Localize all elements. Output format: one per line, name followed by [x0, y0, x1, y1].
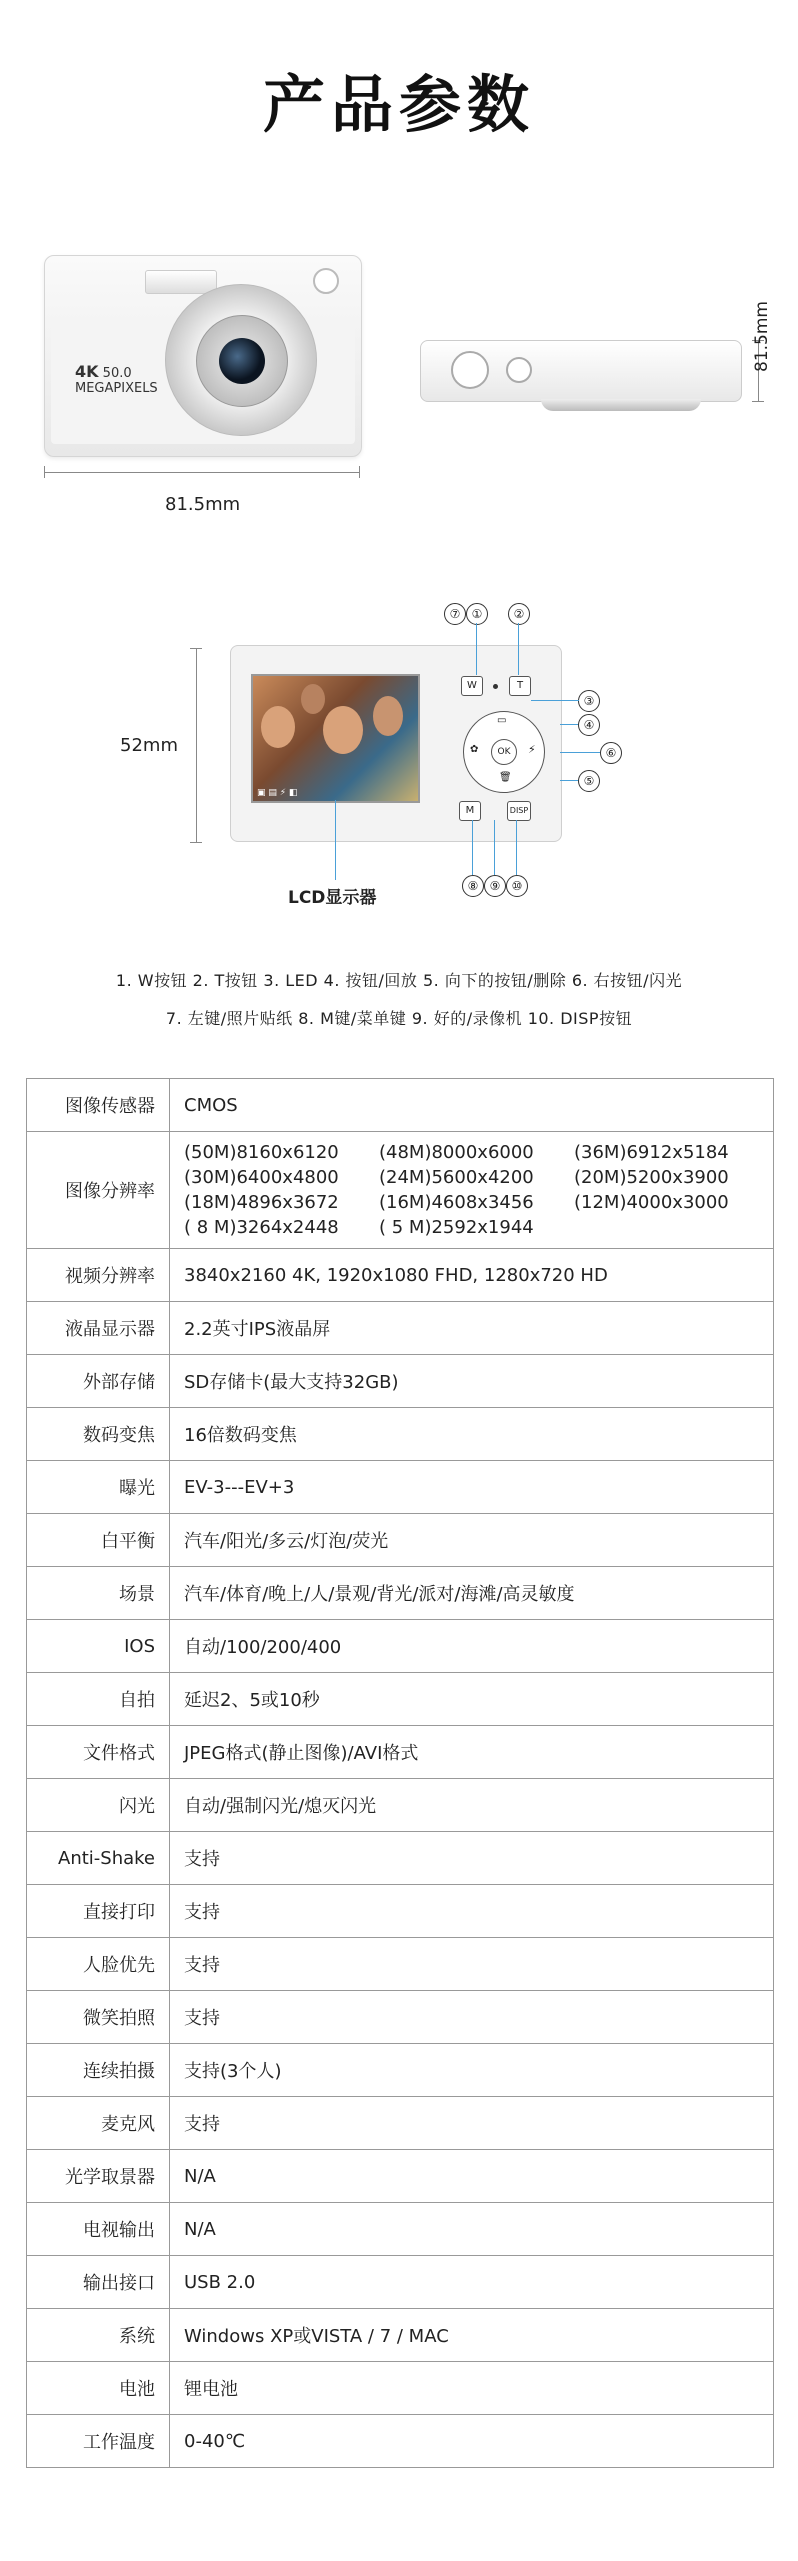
height-dimension-line — [196, 648, 197, 843]
spec-value: 锂电池 — [170, 2362, 774, 2415]
m-button[interactable]: M — [459, 801, 481, 821]
camera-brand-label: 4K 50.0 MEGAPIXELS — [75, 362, 158, 396]
resolution-item: (30M)6400x4800 — [184, 1167, 339, 1188]
callout-1: ① — [466, 603, 488, 625]
spec-value: 16倍数码变焦 — [170, 1408, 774, 1461]
camera-back-image — [230, 645, 562, 842]
spec-key: 系统 — [27, 2309, 170, 2362]
flash-window — [145, 270, 217, 294]
resolution-item: (36M)6912x5184 — [574, 1142, 729, 1163]
spec-key: 光学取景器 — [27, 2150, 170, 2203]
spec-value: 汽车/阳光/多云/灯泡/荧光 — [170, 1514, 774, 1567]
power-button-icon — [506, 357, 532, 383]
delete-icon: 🗑 — [499, 772, 512, 783]
callout-10: ⑩ — [506, 875, 528, 897]
spec-value: 支持 — [170, 1938, 774, 1991]
spec-key: 连续拍摄 — [27, 2044, 170, 2097]
depth-dimension-label: 81.5mm — [752, 301, 772, 372]
spec-row — [27, 1832, 774, 1885]
spec-value — [170, 1132, 774, 1249]
resolution-item: (20M)5200x3900 — [574, 1167, 729, 1188]
spec-key: 人脸优先 — [27, 1938, 170, 1991]
spec-key: 场景 — [27, 1567, 170, 1620]
direction-pad[interactable] — [463, 711, 545, 793]
lens — [165, 284, 317, 436]
spec-key: 外部存储 — [27, 1355, 170, 1408]
spec-value: N/A — [170, 2150, 774, 2203]
spec-key: Anti-Shake — [27, 1832, 170, 1885]
resolution-item: ( 5 M)2592x1944 — [379, 1217, 534, 1238]
spec-key: 白平衡 — [27, 1514, 170, 1567]
spec-key: 闪光 — [27, 1779, 170, 1832]
spec-value: 2.2英寸IPS液晶屏 — [170, 1302, 774, 1355]
spec-key: 直接打印 — [27, 1885, 170, 1938]
resolution-item: (50M)8160x6120 — [184, 1142, 339, 1163]
spec-row — [27, 1461, 774, 1514]
led-icon — [493, 684, 498, 689]
spec-row — [27, 1991, 774, 2044]
spec-value: 支持 — [170, 2097, 774, 2150]
resolution-item: (18M)4896x3672 — [184, 1192, 339, 1213]
height-dimension-label: 52mm — [120, 735, 178, 756]
resolution-item: (48M)8000x6000 — [379, 1142, 534, 1163]
spec-value: 0-40℃ — [170, 2415, 774, 2468]
resolution-item: (12M)4000x3000 — [574, 1192, 729, 1213]
spec-row — [27, 1885, 774, 1938]
spec-value: Windows XP或VISTA / 7 / MAC — [170, 2309, 774, 2362]
spec-row — [27, 1302, 774, 1355]
spec-row — [27, 1673, 774, 1726]
spec-row — [27, 2203, 774, 2256]
spec-key: 电池 — [27, 2362, 170, 2415]
callout-8: ⑧ — [462, 875, 484, 897]
spec-value: 支持 — [170, 1885, 774, 1938]
spec-row — [27, 2097, 774, 2150]
spec-key: 电视输出 — [27, 2203, 170, 2256]
spec-row — [27, 2415, 774, 2468]
spec-row — [27, 1567, 774, 1620]
shutter-button-icon — [451, 351, 489, 389]
spec-value: JPEG格式(静止图像)/AVI格式 — [170, 1726, 774, 1779]
flash-icon: ⚡ — [528, 743, 536, 756]
spec-row — [27, 1620, 774, 1673]
page-title: 产品参数 — [262, 68, 535, 141]
lcd-screen: ▣ ▤ ⚡ ◧ — [251, 674, 420, 803]
spec-key: 视频分辨率 — [27, 1249, 170, 1302]
spec-row — [27, 1514, 774, 1567]
led-indicator — [313, 268, 339, 294]
resolution-item: (24M)5600x4200 — [379, 1167, 534, 1188]
spec-key: 图像传感器 — [27, 1079, 170, 1132]
sticker-icon: ✿ — [470, 744, 479, 755]
spec-value: 支持 — [170, 1991, 774, 2044]
callout-7: ⑦ — [444, 603, 466, 625]
width-dimension-line — [44, 472, 360, 473]
spec-row — [27, 1938, 774, 1991]
camera-front-image — [44, 255, 362, 457]
spec-key: 工作温度 — [27, 2415, 170, 2468]
spec-value: 自动/强制闪光/熄灭闪光 — [170, 1779, 774, 1832]
callout-6: ⑥ — [600, 742, 622, 764]
spec-row — [27, 1355, 774, 1408]
callout-3: ③ — [578, 690, 600, 712]
spec-key: 曝光 — [27, 1461, 170, 1514]
spec-value: 3840x2160 4K, 1920x1080 FHD, 1280x720 HD — [170, 1249, 774, 1302]
ok-button[interactable]: OK — [491, 739, 517, 765]
spec-key: 图像分辨率 — [27, 1132, 170, 1249]
spec-key: 麦克风 — [27, 2097, 170, 2150]
button-notes-line2: 7. 左键/照片贴纸 8. M键/菜单键 9. 好的/录像机 10. DISP按钮 — [165, 1009, 633, 1028]
spec-key: 文件格式 — [27, 1726, 170, 1779]
spec-value: 延迟2、5或10秒 — [170, 1673, 774, 1726]
w-button[interactable]: W — [461, 676, 483, 696]
spec-row — [27, 2256, 774, 2309]
resolution-item: (16M)4608x3456 — [379, 1192, 534, 1213]
spec-key: 自拍 — [27, 1673, 170, 1726]
spec-row — [27, 1779, 774, 1832]
spec-value: 自动/100/200/400 — [170, 1620, 774, 1673]
resolution-item: ( 8 M)3264x2448 — [184, 1217, 339, 1238]
spec-key: 数码变焦 — [27, 1408, 170, 1461]
spec-value: 汽车/体育/晚上/人/景观/背光/派对/海滩/高灵敏度 — [170, 1567, 774, 1620]
spec-value: 支持 — [170, 1832, 774, 1885]
callout-9: ⑨ — [484, 875, 506, 897]
camera-top-image — [420, 340, 742, 402]
spec-row — [27, 2150, 774, 2203]
lcd-label: LCD显示器 — [288, 888, 377, 908]
spec-value: SD存储卡(最大支持32GB) — [170, 1355, 774, 1408]
spec-key: 液晶显示器 — [27, 1302, 170, 1355]
spec-row — [27, 1249, 774, 1302]
spec-row — [27, 1726, 774, 1779]
callout-5: ⑤ — [578, 770, 600, 792]
button-notes-line1: 1. W按钮 2. T按钮 3. LED 4. 按钮/回放 5. 向下的按钮/删除 6. 右按钮/闪光 — [115, 971, 683, 990]
playback-icon: ▭ — [497, 715, 507, 726]
t-button[interactable]: T — [509, 676, 531, 696]
spec-key: 微笑拍照 — [27, 1991, 170, 2044]
spec-key: IOS — [27, 1620, 170, 1673]
spec-row — [27, 2362, 774, 2415]
disp-button[interactable]: DISP — [507, 801, 531, 821]
callout-4: ④ — [578, 714, 600, 736]
spec-row — [27, 1079, 774, 1132]
spec-row — [27, 1408, 774, 1461]
spec-table — [26, 1078, 774, 2468]
spec-value: EV-3---EV+3 — [170, 1461, 774, 1514]
spec-row — [27, 2309, 774, 2362]
spec-row — [27, 2044, 774, 2097]
spec-value: N/A — [170, 2203, 774, 2256]
spec-value: 支持(3个人) — [170, 2044, 774, 2097]
width-dimension-label: 81.5mm — [165, 494, 241, 515]
spec-key: 输出接口 — [27, 2256, 170, 2309]
callout-2: ② — [508, 603, 530, 625]
spec-row — [27, 1132, 774, 1249]
spec-value: CMOS — [170, 1079, 774, 1132]
spec-value: USB 2.0 — [170, 2256, 774, 2309]
